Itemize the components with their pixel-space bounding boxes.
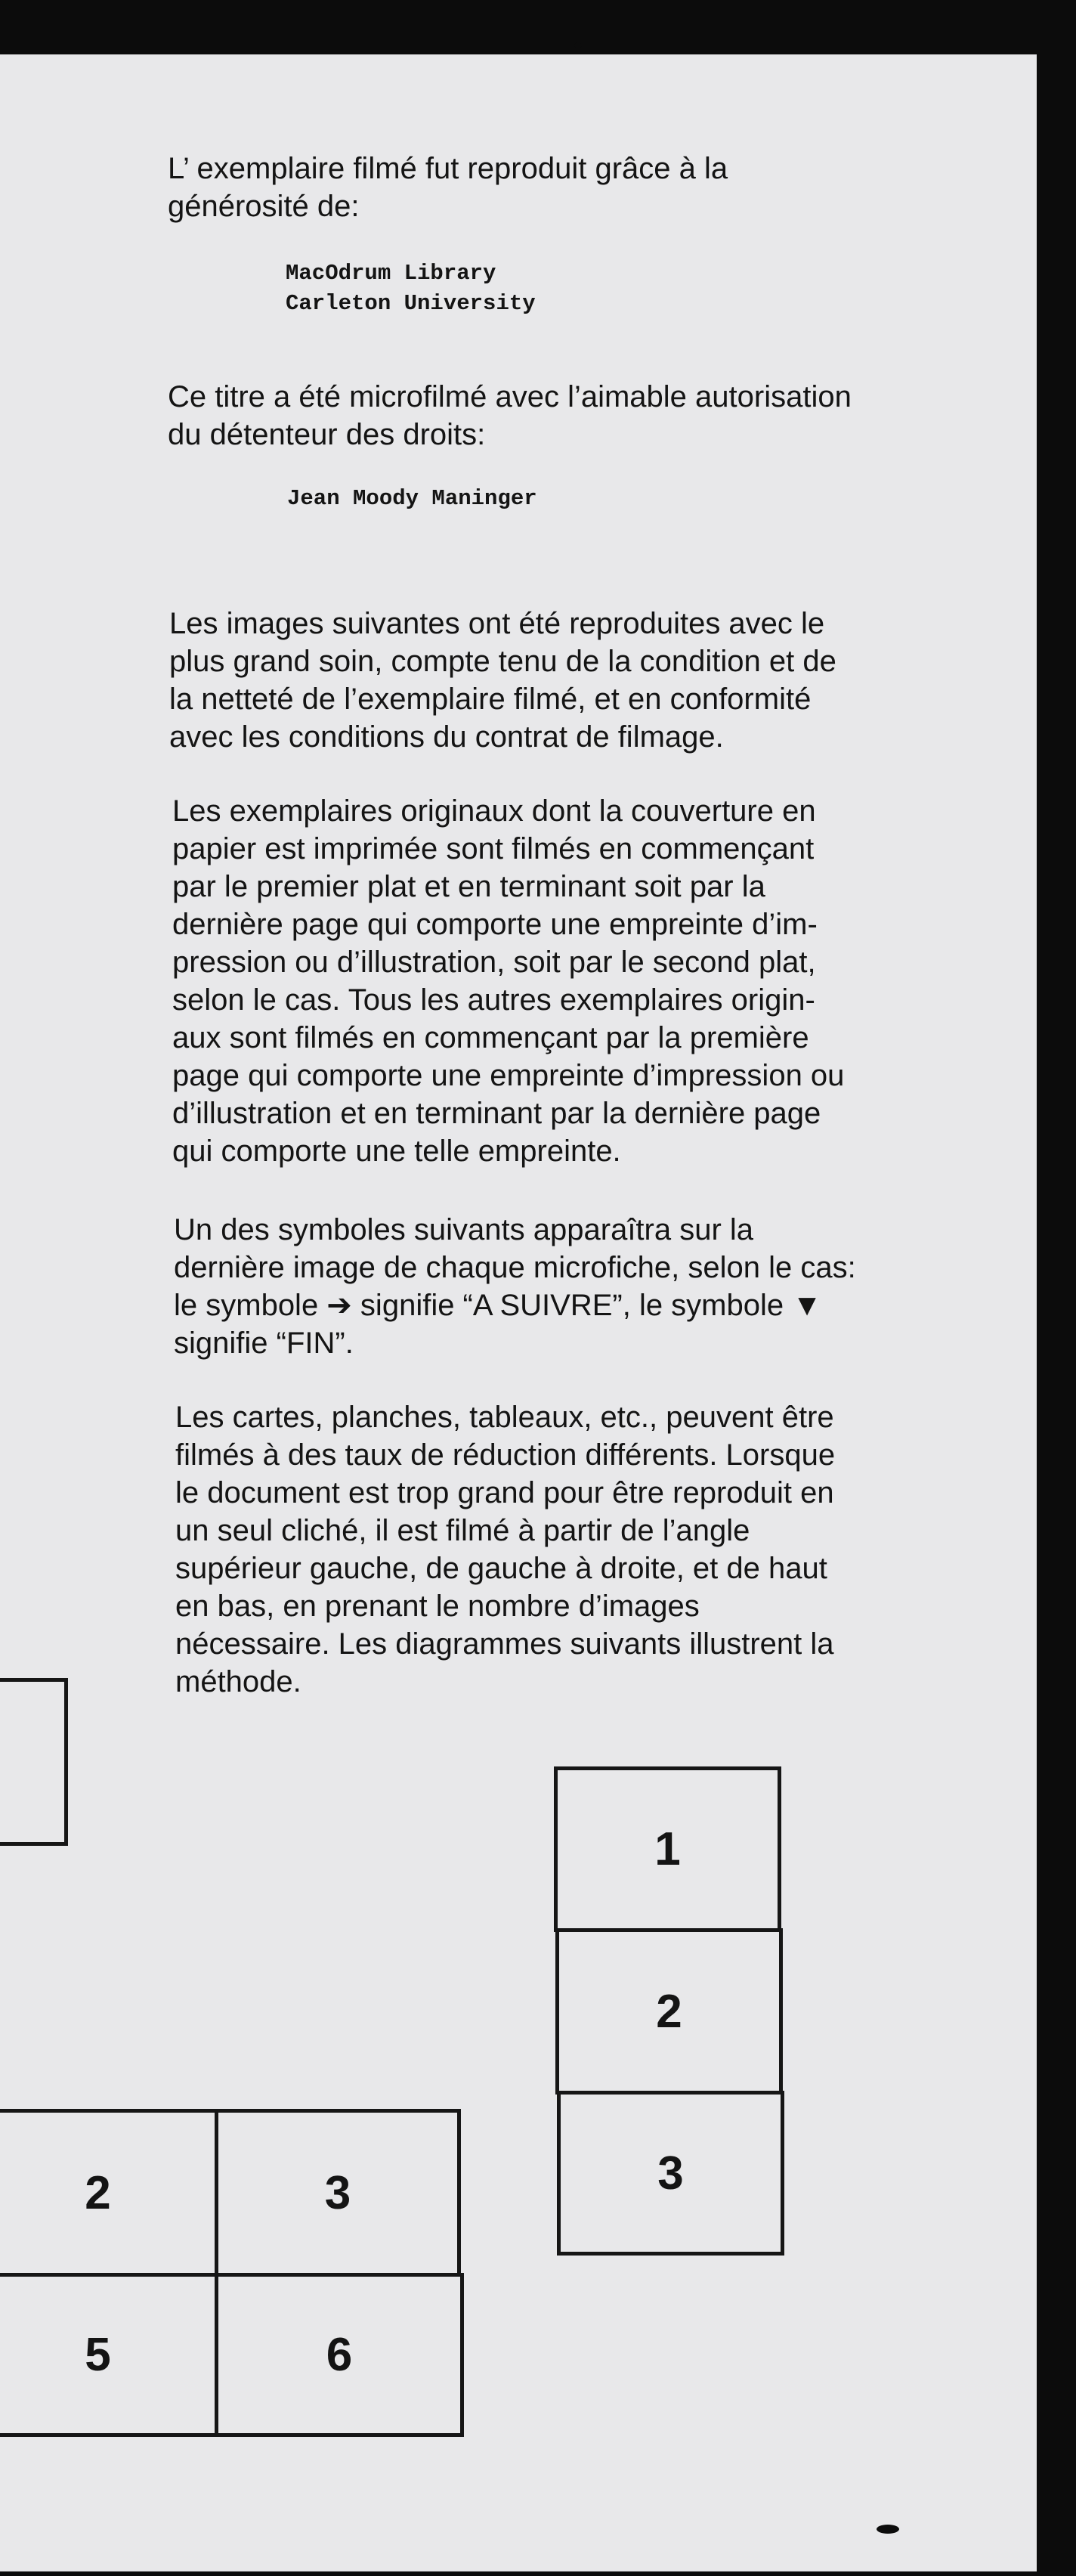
paragraph-images: Les images suivantes ont été reproduites avec le plus grand soin, compte tenu de la condition et de la netteté de l’exemplaire filmé, et en conformité avec les conditions du contrat de filmage. [169, 607, 836, 754]
paragraph-symbols: Un des symboles suivants apparaîtra sur la dernière image de chaque microfiche, selon le cas: le symbole ➔ signifie “A SUIVRE”, le symbole ▼ signifie “FIN”. [174, 1213, 856, 1360]
diagram-vertical-cell: 3 [557, 2091, 784, 2256]
paragraph-originals: Les exemplaires originaux dont la couverture en papier est imprimée sont filmés en commençant par le premier plat et en terminant soit par la dernière page qui comporte une empreinte d’im- pression ou d’illustration, soit par le second plat, selon le cas. Tous les autres exemplaires origin- aux sont filmés en commençant par la première page qui comporte une empreinte d’impression ou d’illustration et en terminant par la dernière page qui comporte une telle empreinte. [172, 794, 845, 1168]
permission-text: Ce titre a été microfilmé avec l’aimable autorisation du détenteur des droits: [168, 380, 852, 451]
diagram-grid-cell: 3 [215, 2109, 461, 2277]
diagram-vertical-cell: 1 [554, 1766, 781, 1932]
diagram-grid-cell: 2 [0, 2109, 218, 2277]
library-name: MacOdrum Library Carleton University [286, 261, 536, 316]
diagram-single-frame [0, 1678, 68, 1846]
film-speck [574, 42, 582, 48]
diagram-grid-cell: 6 [215, 2273, 464, 2437]
diagram-grid-cell: 5 [0, 2273, 218, 2437]
film-speck [877, 2525, 899, 2534]
paragraph-maps: Les cartes, planches, tableaux, etc., peuvent être filmés à des taux de réduction différents. Lorsque le document est trop grand pour être reproduit en un seul cliché, il est filmé à partir de l’angle supérieur gauche, de gauche à droite, et de haut en bas, en prenant le nombre d’images nécessaire. Les diagrammes suivants illustrent la méthode. [175, 1401, 836, 1698]
diagram-vertical-cell: 2 [555, 1928, 783, 2095]
courtesy-text: L’ exemplaire filmé fut reproduit grâce à la générosité de: [168, 152, 728, 223]
rights-holder: Jean Moody Maninger [287, 486, 537, 511]
